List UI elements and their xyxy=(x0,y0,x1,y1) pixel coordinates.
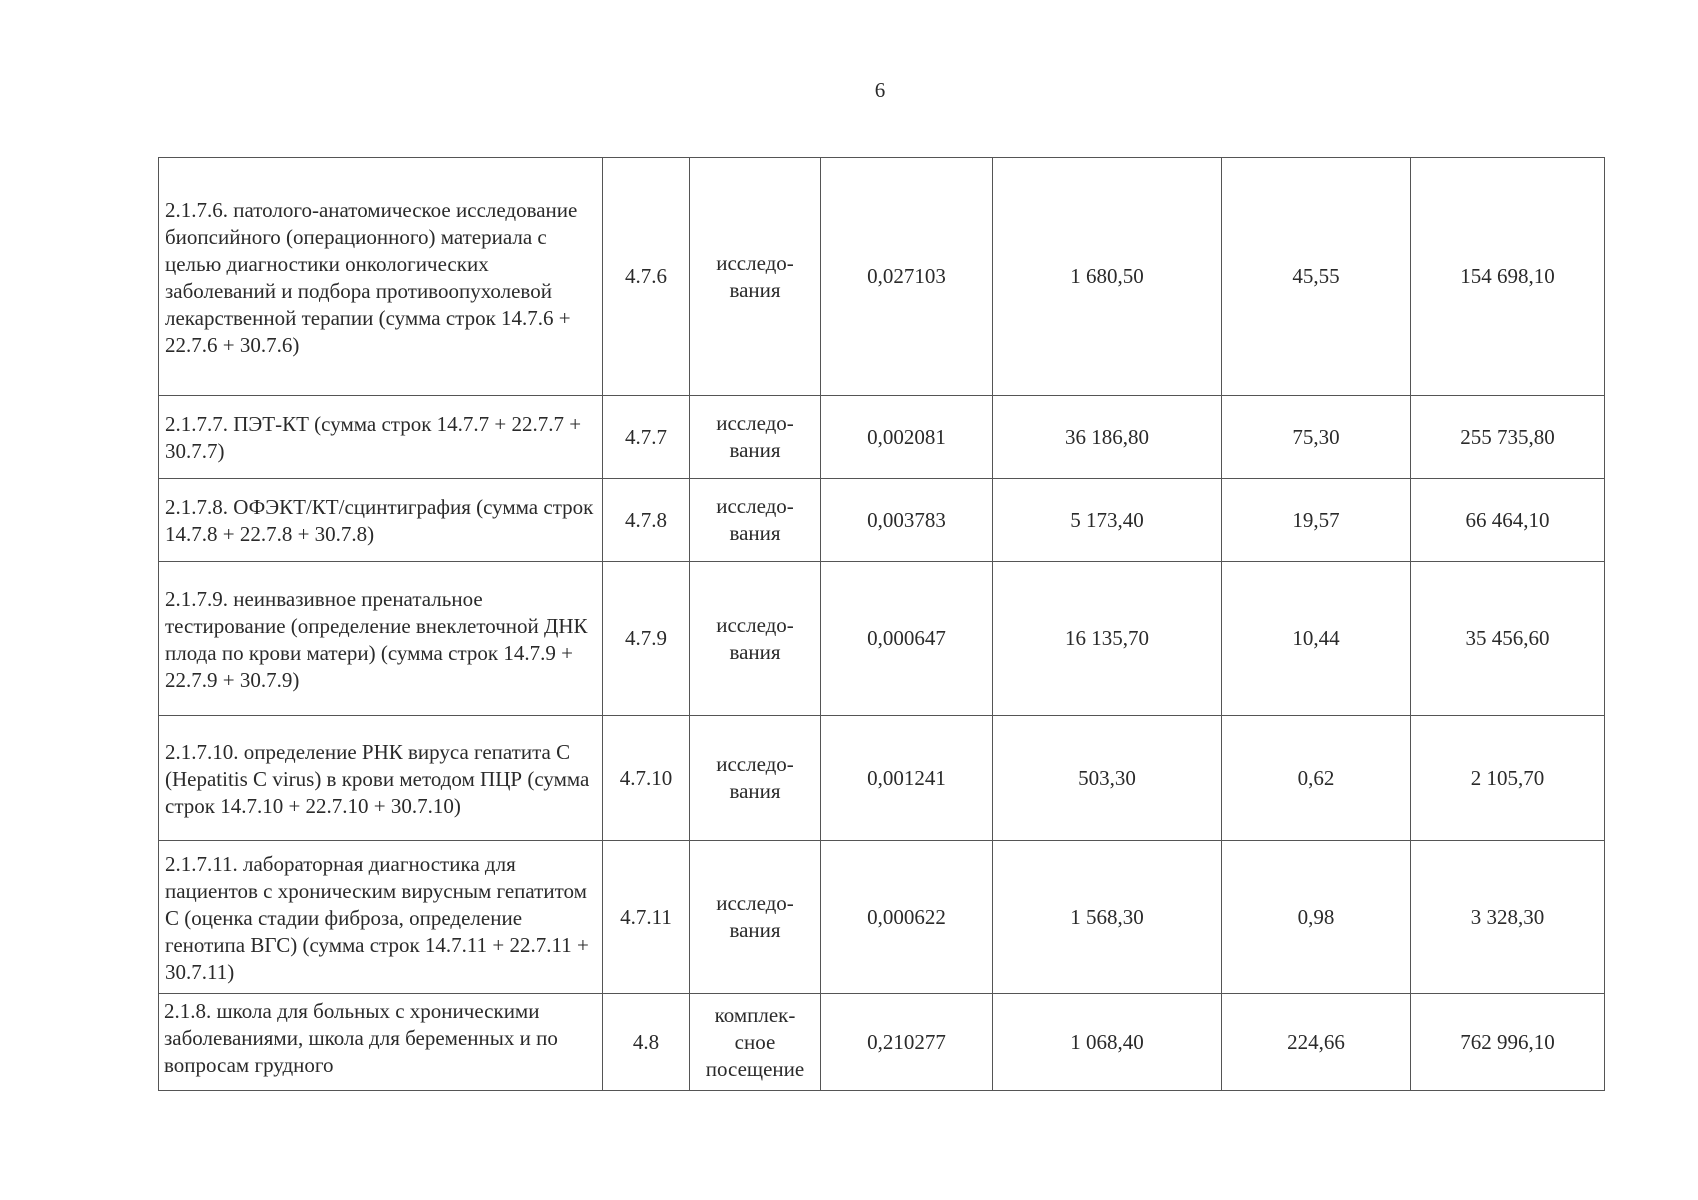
row-description: 2.1.8. школа для больных с хроническими заболеваниями, школа для беременных и по вопросам грудного xyxy=(159,994,603,1091)
row-cost: 5 173,40 xyxy=(993,479,1222,562)
table-row xyxy=(159,716,1605,841)
row-code: 4.8 xyxy=(603,994,690,1091)
row-code: 4.7.7 xyxy=(603,396,690,479)
row-unit: исследо- вания xyxy=(690,396,821,479)
row-per-capita: 75,30 xyxy=(1222,396,1411,479)
row-norm: 0,027103 xyxy=(821,158,993,396)
table-row xyxy=(159,158,1605,396)
row-norm: 0,003783 xyxy=(821,479,993,562)
row-total: 762 996,10 xyxy=(1411,994,1605,1091)
row-code: 4.7.10 xyxy=(603,716,690,841)
row-per-capita: 19,57 xyxy=(1222,479,1411,562)
row-unit: исследо- вания xyxy=(690,479,821,562)
table-row xyxy=(159,479,1605,562)
page-number: 6 xyxy=(874,78,886,102)
row-description: 2.1.7.6. патолого-анатомическое исследование биопсийного (операционного) материала с целью диагностики онкологических заболеваний и подбора противоопухолевой лекарственной терапии (сумма строк 14.7.6 + 22.7.6 + 30.7.6) xyxy=(159,158,603,396)
table-row xyxy=(159,994,1605,1091)
row-per-capita: 224,66 xyxy=(1222,994,1411,1091)
row-cost: 503,30 xyxy=(993,716,1222,841)
row-cost: 1 680,50 xyxy=(993,158,1222,396)
row-code: 4.7.11 xyxy=(603,841,690,994)
row-code: 4.7.9 xyxy=(603,562,690,716)
row-norm: 0,000622 xyxy=(821,841,993,994)
row-total: 35 456,60 xyxy=(1411,562,1605,716)
row-unit: исследо- вания xyxy=(690,841,821,994)
row-norm: 0,002081 xyxy=(821,396,993,479)
row-per-capita: 0,98 xyxy=(1222,841,1411,994)
row-per-capita: 10,44 xyxy=(1222,562,1411,716)
row-description: 2.1.7.11. лабораторная диагностика для пациентов с хроническим вирусным гепатитом С (оценка стадии фиброза, определение генотипа ВГС) (сумма строк 14.7.11 + 22.7.11 + 30.7.11) xyxy=(159,841,603,994)
row-total: 255 735,80 xyxy=(1411,396,1605,479)
row-norm: 0,000647 xyxy=(821,562,993,716)
row-cost: 1 568,30 xyxy=(993,841,1222,994)
row-description: 2.1.7.9. неинвазивное пренатальное тестирование (определение внеклеточной ДНК плода по крови матери) (сумма строк 14.7.9 + 22.7.9 + 30.7.9) xyxy=(159,562,603,716)
row-norm: 0,001241 xyxy=(821,716,993,841)
row-unit: комплек- сное посещение xyxy=(690,994,821,1091)
row-total: 3 328,30 xyxy=(1411,841,1605,994)
row-unit: исследо- вания xyxy=(690,716,821,841)
data-table xyxy=(158,157,1605,1091)
row-cost: 1 068,40 xyxy=(993,994,1222,1091)
row-per-capita: 45,55 xyxy=(1222,158,1411,396)
row-total: 66 464,10 xyxy=(1411,479,1605,562)
table-row xyxy=(159,841,1605,994)
row-description: 2.1.7.8. ОФЭКТ/КТ/сцинтиграфия (сумма строк 14.7.8 + 22.7.8 + 30.7.8) xyxy=(159,479,603,562)
row-code: 4.7.8 xyxy=(603,479,690,562)
row-cost: 36 186,80 xyxy=(993,396,1222,479)
row-unit: исследо- вания xyxy=(690,562,821,716)
row-unit: исследо- вания xyxy=(690,158,821,396)
row-description: 2.1.7.7. ПЭТ-КТ (сумма строк 14.7.7 + 22.7.7 + 30.7.7) xyxy=(159,396,603,479)
table-row xyxy=(159,562,1605,716)
row-total: 154 698,10 xyxy=(1411,158,1605,396)
row-code: 4.7.6 xyxy=(603,158,690,396)
table-row xyxy=(159,396,1605,479)
row-description: 2.1.7.10. определение РНК вируса гепатита С (Hepatitis C virus) в крови методом ПЦР (сумма строк 14.7.10 + 22.7.10 + 30.7.10) xyxy=(159,716,603,841)
row-per-capita: 0,62 xyxy=(1222,716,1411,841)
row-norm: 0,210277 xyxy=(821,994,993,1091)
row-cost: 16 135,70 xyxy=(993,562,1222,716)
row-total: 2 105,70 xyxy=(1411,716,1605,841)
